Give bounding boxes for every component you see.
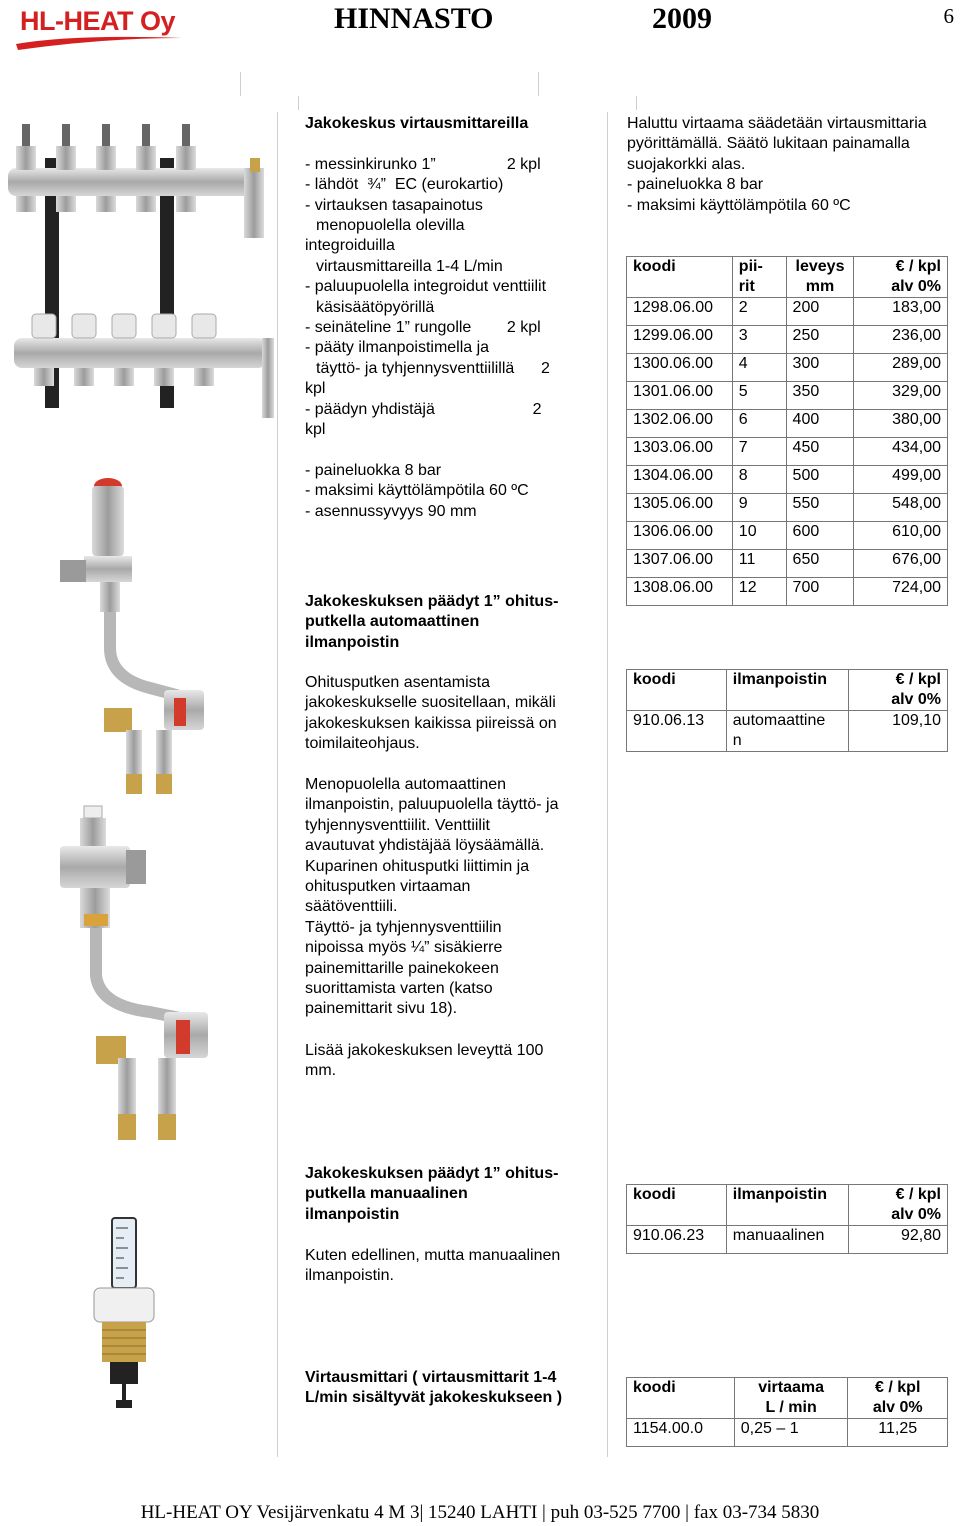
flow-meter-price-table — [626, 1377, 948, 1447]
price-cell: 183,00 — [854, 298, 948, 326]
intro-line: - paineluokka 8 bar — [627, 176, 764, 194]
ruler-mark — [240, 72, 241, 96]
vent-cell: manuaalinen — [726, 1226, 848, 1254]
table-row — [627, 711, 948, 752]
width-cell: 450 — [786, 438, 854, 466]
code-cell: 910.06.23 — [627, 1226, 727, 1254]
ruler-mark — [538, 72, 539, 96]
table-row — [627, 1419, 948, 1447]
circuits-cell: 9 — [732, 494, 786, 522]
table-header-row — [627, 670, 948, 711]
circuits-cell: 3 — [732, 326, 786, 354]
width-cell: 500 — [786, 466, 854, 494]
intro-line: pyörittämällä. Säätö lukitaan painamalla — [627, 135, 910, 153]
spec-line: - maksimi käyttölämpötila 60 ºC — [305, 482, 529, 500]
width-cell: 600 — [786, 522, 854, 550]
price-cell: 109,10 — [848, 711, 947, 752]
section2-paragraph: Lisää jakokeskuksen leveyttä 100 mm. — [305, 1042, 544, 1080]
document-year: 2009 — [652, 2, 712, 35]
table-header-row — [627, 1185, 948, 1226]
width-cell: 700 — [786, 578, 854, 606]
manifold-price-table — [626, 256, 948, 606]
circuits-cell: 7 — [732, 438, 786, 466]
column-divider — [607, 112, 608, 1457]
circuits-cell: 12 — [732, 578, 786, 606]
column-divider — [277, 112, 278, 1457]
table-row — [627, 494, 948, 522]
header-cell: ilmanpoistin — [726, 1185, 848, 1226]
ruler-mark — [636, 96, 637, 110]
width-cell: 350 — [786, 382, 854, 410]
code-cell: 910.06.13 — [627, 711, 727, 752]
code-cell: 1307.06.00 — [627, 550, 733, 578]
feature-line: kpl — [305, 421, 326, 439]
price-cell: 676,00 — [854, 550, 948, 578]
intro-line: Haluttu virtaama säädetään virtausmittaria — [627, 115, 927, 132]
feature-line: - virtauksen tasapainotus — [305, 196, 483, 214]
end-piece-automatic-image — [40, 478, 240, 798]
header-cell: koodi — [627, 1185, 727, 1226]
code-cell: 1300.06.00 — [627, 354, 733, 382]
feature-line: menopuolella olevilla — [316, 217, 465, 235]
price-cell: 610,00 — [854, 522, 948, 550]
width-cell: 200 — [786, 298, 854, 326]
header-cell: koodi — [627, 257, 733, 298]
section2-heading: Jakokeskuksen päädyt 1” ohitus- putkella automaattinen ilmanpoistin — [305, 593, 559, 651]
table-row — [627, 522, 948, 550]
feature-line: - seinäteline 1” rungolle 2 kpl — [305, 319, 541, 337]
section1-intro — [627, 114, 960, 216]
section2-paragraph: Ohitusputken asentamista jakokeskukselle suositellaan, mikäli jakokeskuksen kaikissa piireissä on toimilaiteohjaus. — [305, 674, 557, 753]
circuits-cell: 6 — [732, 410, 786, 438]
header-cell: virtaama L / min — [734, 1378, 848, 1419]
header-cell: € / kpl alv 0% — [854, 257, 948, 298]
logo-swoosh — [14, 4, 184, 50]
header-cell: pii- rit — [732, 257, 786, 298]
code-cell: 1299.06.00 — [627, 326, 733, 354]
document-title: HINNASTO — [334, 2, 494, 35]
header-cell: ilmanpoistin — [726, 670, 848, 711]
circuits-cell: 2 — [732, 298, 786, 326]
price-cell: 548,00 — [854, 494, 948, 522]
circuits-cell: 4 — [732, 354, 786, 382]
price-cell: 92,80 — [848, 1226, 947, 1254]
code-cell: 1298.06.00 — [627, 298, 733, 326]
section3-heading: Jakokeskuksen päädyt 1” ohitus- putkella manuaalinen ilmanpoistin — [305, 1165, 559, 1223]
header-cell: koodi — [627, 1378, 735, 1419]
price-cell: 499,00 — [854, 466, 948, 494]
price-cell: 434,00 — [854, 438, 948, 466]
section2-paragraph: Menopuolella automaattinen ilmanpoistin, paluupuolella täyttö- ja tyhjennysventtiilit. Venttiilit avautuvat yhdistäjää löysäämällä. Kuparinen ohitusputki liittimin ja ohitusputken virtaaman säätöventtiili. Täyttö- ja tyhjennysventtiilin nipoissa myös ¼” sisäkierre painemittarille painekokeen suorittamista varten (katso painemittarit sivu 18). — [305, 776, 559, 1018]
price-cell: 380,00 — [854, 410, 948, 438]
feature-line: - pääty ilmanpoistimella ja — [305, 339, 490, 357]
code-cell: 1303.06.00 — [627, 438, 733, 466]
code-cell: 1302.06.00 — [627, 410, 733, 438]
code-cell: 1308.06.00 — [627, 578, 733, 606]
company-logo — [14, 4, 184, 50]
price-cell: 724,00 — [854, 578, 948, 606]
price-cell: 11,25 — [848, 1419, 948, 1447]
code-cell: 1305.06.00 — [627, 494, 733, 522]
width-cell: 300 — [786, 354, 854, 382]
table-row — [627, 578, 948, 606]
section1-text — [305, 114, 600, 522]
feature-line: - päädyn yhdistäjä 2 — [305, 400, 542, 418]
table-row — [627, 1226, 948, 1254]
table-row — [627, 438, 948, 466]
section1-heading: Jakokeskus virtausmittareilla — [305, 115, 529, 132]
feature-line: - lähdöt ¾” EC (eurokartio) — [305, 176, 504, 194]
table-header-row — [627, 1378, 948, 1419]
feature-line: - paluupuolella integroidut venttiilit — [305, 278, 547, 296]
spec-line: - paineluokka 8 bar — [305, 461, 442, 479]
header-cell: leveys mm — [786, 257, 854, 298]
feature-line: virtausmittareilla 1-4 L/min — [316, 257, 503, 275]
header-cell: € / kpl alv 0% — [848, 1185, 947, 1226]
section3-paragraph: Kuten edellinen, mutta manuaalinen ilmanpoistin. — [305, 1247, 561, 1285]
feature-line: integroiduilla — [305, 237, 395, 255]
table-row — [627, 410, 948, 438]
end-piece-manual-image — [40, 806, 240, 1146]
feature-line: käsisäätöpyörillä — [316, 298, 435, 316]
price-cell: 329,00 — [854, 382, 948, 410]
table-header-row — [627, 257, 948, 298]
logo-text: HL-HEAT Oy — [20, 6, 175, 36]
spec-line: - asennussyvyys 90 mm — [305, 502, 477, 520]
code-cell: 1154.00.0 — [627, 1419, 735, 1447]
code-cell: 1304.06.00 — [627, 466, 733, 494]
price-cell: 289,00 — [854, 354, 948, 382]
width-cell: 400 — [786, 410, 854, 438]
feature-line: kpl — [305, 380, 326, 398]
manual-endpiece-price-table — [626, 1184, 948, 1254]
table-row — [627, 382, 948, 410]
intro-line: - maksimi käyttölämpötila 60 ºC — [627, 196, 851, 214]
manifold-image — [0, 118, 276, 430]
flow-cell: 0,25 – 1 — [734, 1419, 848, 1447]
circuits-cell: 5 — [732, 382, 786, 410]
flow-meter-image — [88, 1216, 168, 1412]
page-number: 6 — [943, 4, 954, 28]
page-footer: HL-HEAT OY Vesijärvenkatu 4 M 3| 15240 LAHTI | puh 03-525 7700 | fax 03-734 5830 — [140, 1502, 820, 1523]
circuits-cell: 11 — [732, 550, 786, 578]
width-cell: 250 — [786, 326, 854, 354]
table-row — [627, 550, 948, 578]
table-row — [627, 354, 948, 382]
header-cell: € / kpl alv 0% — [848, 670, 947, 711]
code-cell: 1306.06.00 — [627, 522, 733, 550]
width-cell: 650 — [786, 550, 854, 578]
section4-heading: Virtausmittari ( virtausmittarit 1-4 L/min sisältyvät jakokeskukseen ) — [305, 1369, 563, 1407]
header-cell: € / kpl alv 0% — [848, 1378, 948, 1419]
header-cell: koodi — [627, 670, 727, 711]
table-row — [627, 298, 948, 326]
ruler-mark — [298, 96, 299, 110]
table-row — [627, 326, 948, 354]
circuits-cell: 10 — [732, 522, 786, 550]
automatic-endpiece-price-table — [626, 669, 948, 752]
code-cell: 1301.06.00 — [627, 382, 733, 410]
feature-line: - messinkirunko 1” 2 kpl — [305, 155, 541, 173]
vent-cell: automaattine n — [726, 711, 848, 752]
width-cell: 550 — [786, 494, 854, 522]
intro-line: suojakorkki alas. — [627, 155, 746, 173]
circuits-cell: 8 — [732, 466, 786, 494]
price-cell: 236,00 — [854, 326, 948, 354]
feature-line: täyttö- ja tyhjennysventtiilillä 2 — [316, 359, 550, 377]
table-row — [627, 466, 948, 494]
